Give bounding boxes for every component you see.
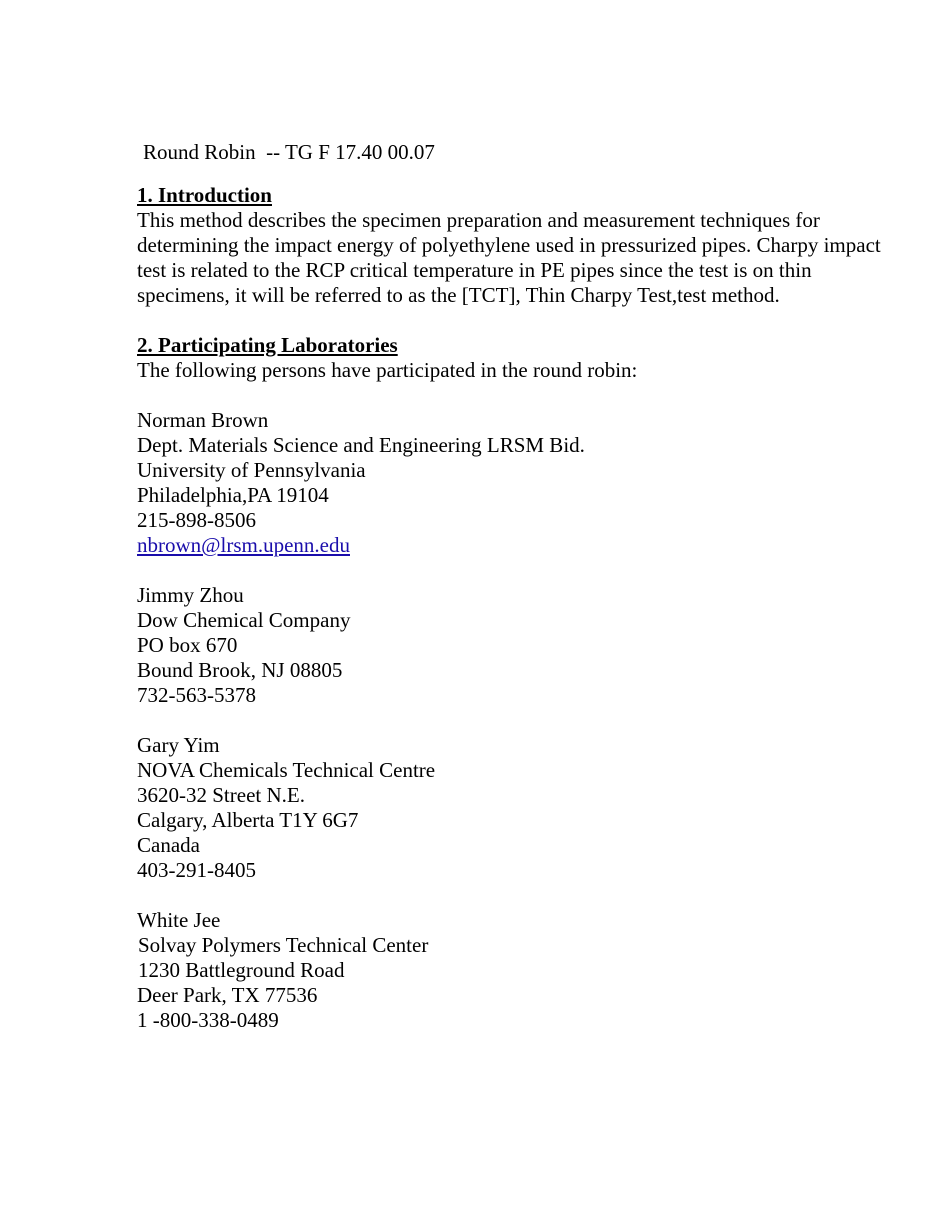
contact-email-line [137,533,897,558]
contact-address: 3620-32 Street N.E. [137,783,305,807]
contact-email-link[interactable]: nbrown@lrsm.upenn.edu [137,533,350,557]
spacer [137,383,897,408]
contact-jimmy-zhou [137,583,897,708]
labs-intro: The following persons have participated in the round robin: [137,358,638,382]
introduction-heading: 1. Introduction [137,183,272,207]
contact-department: Dept. Materials Science and Engineering LRSM Bid. [137,433,585,457]
participating-labs-section [137,333,897,1033]
document-title: Round Robin -- TG F 17.40 00.07 [143,140,435,164]
contact-city: Calgary, Alberta T1Y 6G7 [137,808,359,832]
introduction-section [137,183,897,308]
contact-phone: 403-291-8405 [137,858,256,882]
contact-organization: Solvay Polymers Technical Center [138,933,429,957]
contact-address: PO box 670 [137,633,238,657]
contact-name: Norman Brown [137,408,269,432]
contact-name: Gary Yim [137,733,220,757]
contact-white-jee [137,908,897,1033]
contact-norman-brown [137,408,897,558]
contact-phone: 732-563-5378 [137,683,256,707]
document-page [137,140,897,1058]
contact-phone: 1 -800-338-0489 [137,1008,279,1032]
introduction-body: This method describes the specimen preparation and measurement techniques for determining the impact energy of polyethylene used in pressurized pipes. Charpy impact test is related to the RCP critical temperature in PE pipes since the test is on thin specimens, it will be referred to as the [TCT], Thin Charpy Test,test method. [137,208,881,307]
spacer [137,308,897,333]
contact-city: Deer Park, TX 77536 [137,983,318,1007]
contact-name: White Jee [137,908,221,932]
contact-organization: University of Pennsylvania [137,458,366,482]
contact-city: Bound Brook, NJ 08805 [137,658,343,682]
contact-phone: 215-898-8506 [137,508,256,532]
contact-organization: NOVA Chemicals Technical Centre [137,758,436,782]
contact-address: 1230 Battleground Road [138,958,345,982]
contact-gary-yim [137,733,897,883]
contact-city: Philadelphia,PA 19104 [137,483,329,507]
contact-name: Jimmy Zhou [137,583,244,607]
contact-organization: Dow Chemical Company [137,608,351,632]
labs-heading: 2. Participating Laboratories [137,333,398,357]
contact-country: Canada [137,833,200,857]
